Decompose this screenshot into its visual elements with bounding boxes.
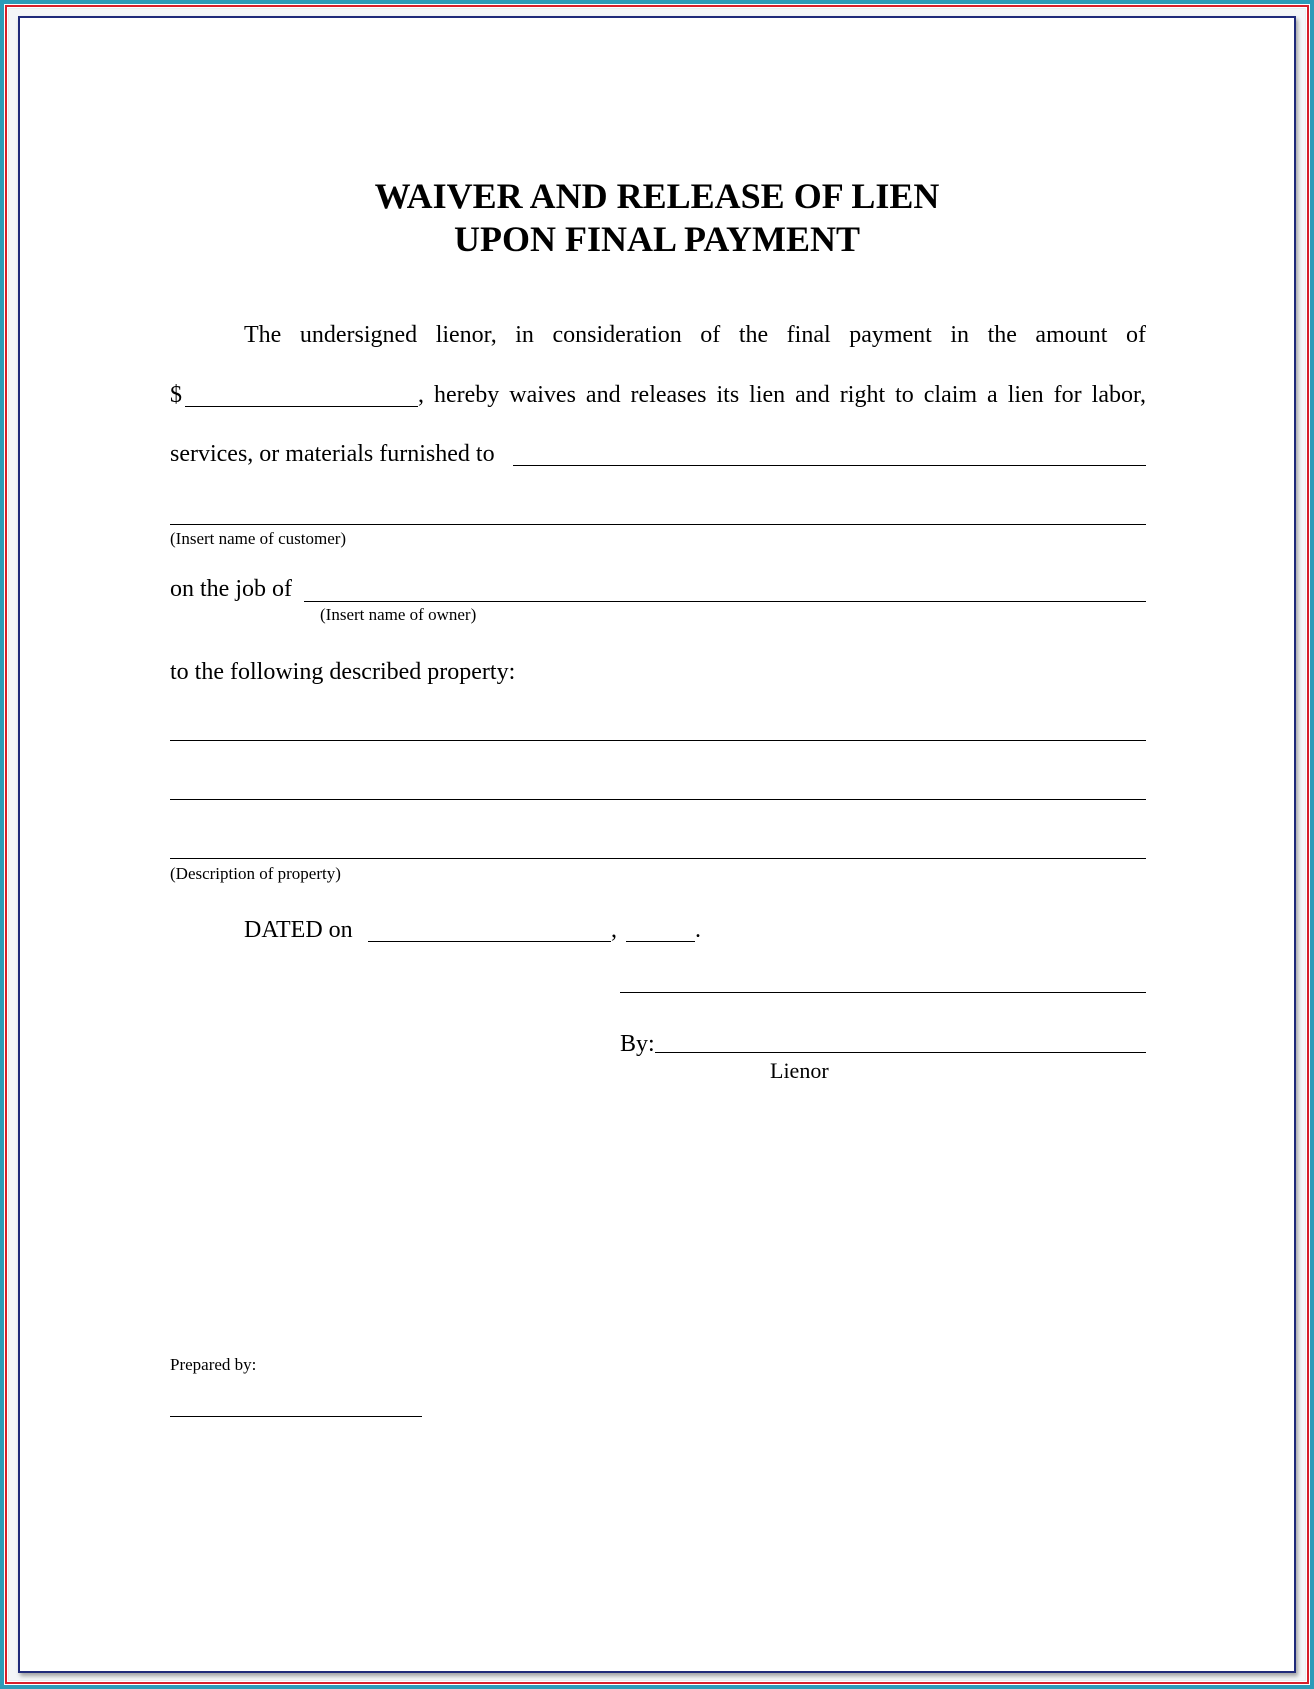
dated-period: . (695, 917, 701, 943)
paragraph-word: undersigned (299, 322, 418, 348)
paragraph-word: in (950, 322, 970, 348)
by-label: By: (620, 1031, 655, 1057)
paragraph-word: of (1125, 322, 1146, 348)
prepared-by-line[interactable] (170, 1416, 422, 1417)
title-line-1: WAIVER AND RELEASE OF LIEN (374, 176, 940, 216)
prepared-by-label: Prepared by: (170, 1355, 257, 1374)
owner-field-line[interactable] (304, 601, 1146, 602)
paragraph-word: consideration (552, 322, 682, 348)
dated-comma: , (611, 917, 617, 943)
paragraph-line-1 (244, 321, 1146, 349)
owner-caption: (Insert name of owner) (320, 605, 477, 624)
title-line-2: UPON FINAL PAYMENT (453, 219, 861, 259)
customer-field-line-2[interactable] (170, 524, 1146, 525)
signature-line[interactable] (620, 992, 1146, 993)
paragraph-line-3: services, or materials furnished to (170, 441, 495, 467)
paragraph-word: The (244, 322, 282, 348)
year-field-line[interactable] (626, 941, 695, 942)
paragraph-word: lienor, (435, 322, 497, 348)
document-page (18, 16, 1296, 1673)
property-caption: (Description of property) (170, 864, 341, 883)
customer-field-line-1[interactable] (513, 465, 1146, 466)
job-label: on the job of (170, 576, 292, 602)
paragraph-word: final (786, 322, 831, 348)
paragraph-word: payment (849, 322, 932, 348)
amount-prefix: $ (170, 382, 182, 408)
paragraph-word: the (738, 322, 769, 348)
property-field-line-1[interactable] (170, 740, 1146, 741)
customer-caption: (Insert name of customer) (170, 529, 347, 548)
paragraph-word: of (700, 322, 721, 348)
dated-field-line[interactable] (368, 941, 611, 942)
paragraph-word: the (987, 322, 1017, 348)
property-field-line-3[interactable] (170, 858, 1146, 859)
paragraph-word: amount (1035, 322, 1108, 348)
by-field-line[interactable] (655, 1052, 1146, 1053)
lienor-caption: Lienor (770, 1058, 829, 1083)
paragraph-word: in (515, 322, 534, 348)
paragraph-line-2: , hereby waives and releases its lien and right to claim a lien for labor, (418, 382, 1146, 408)
property-field-line-2[interactable] (170, 799, 1146, 800)
property-label: to the following described property: (170, 659, 516, 685)
amount-field-line[interactable] (185, 406, 418, 407)
dated-label: DATED on (244, 917, 353, 943)
